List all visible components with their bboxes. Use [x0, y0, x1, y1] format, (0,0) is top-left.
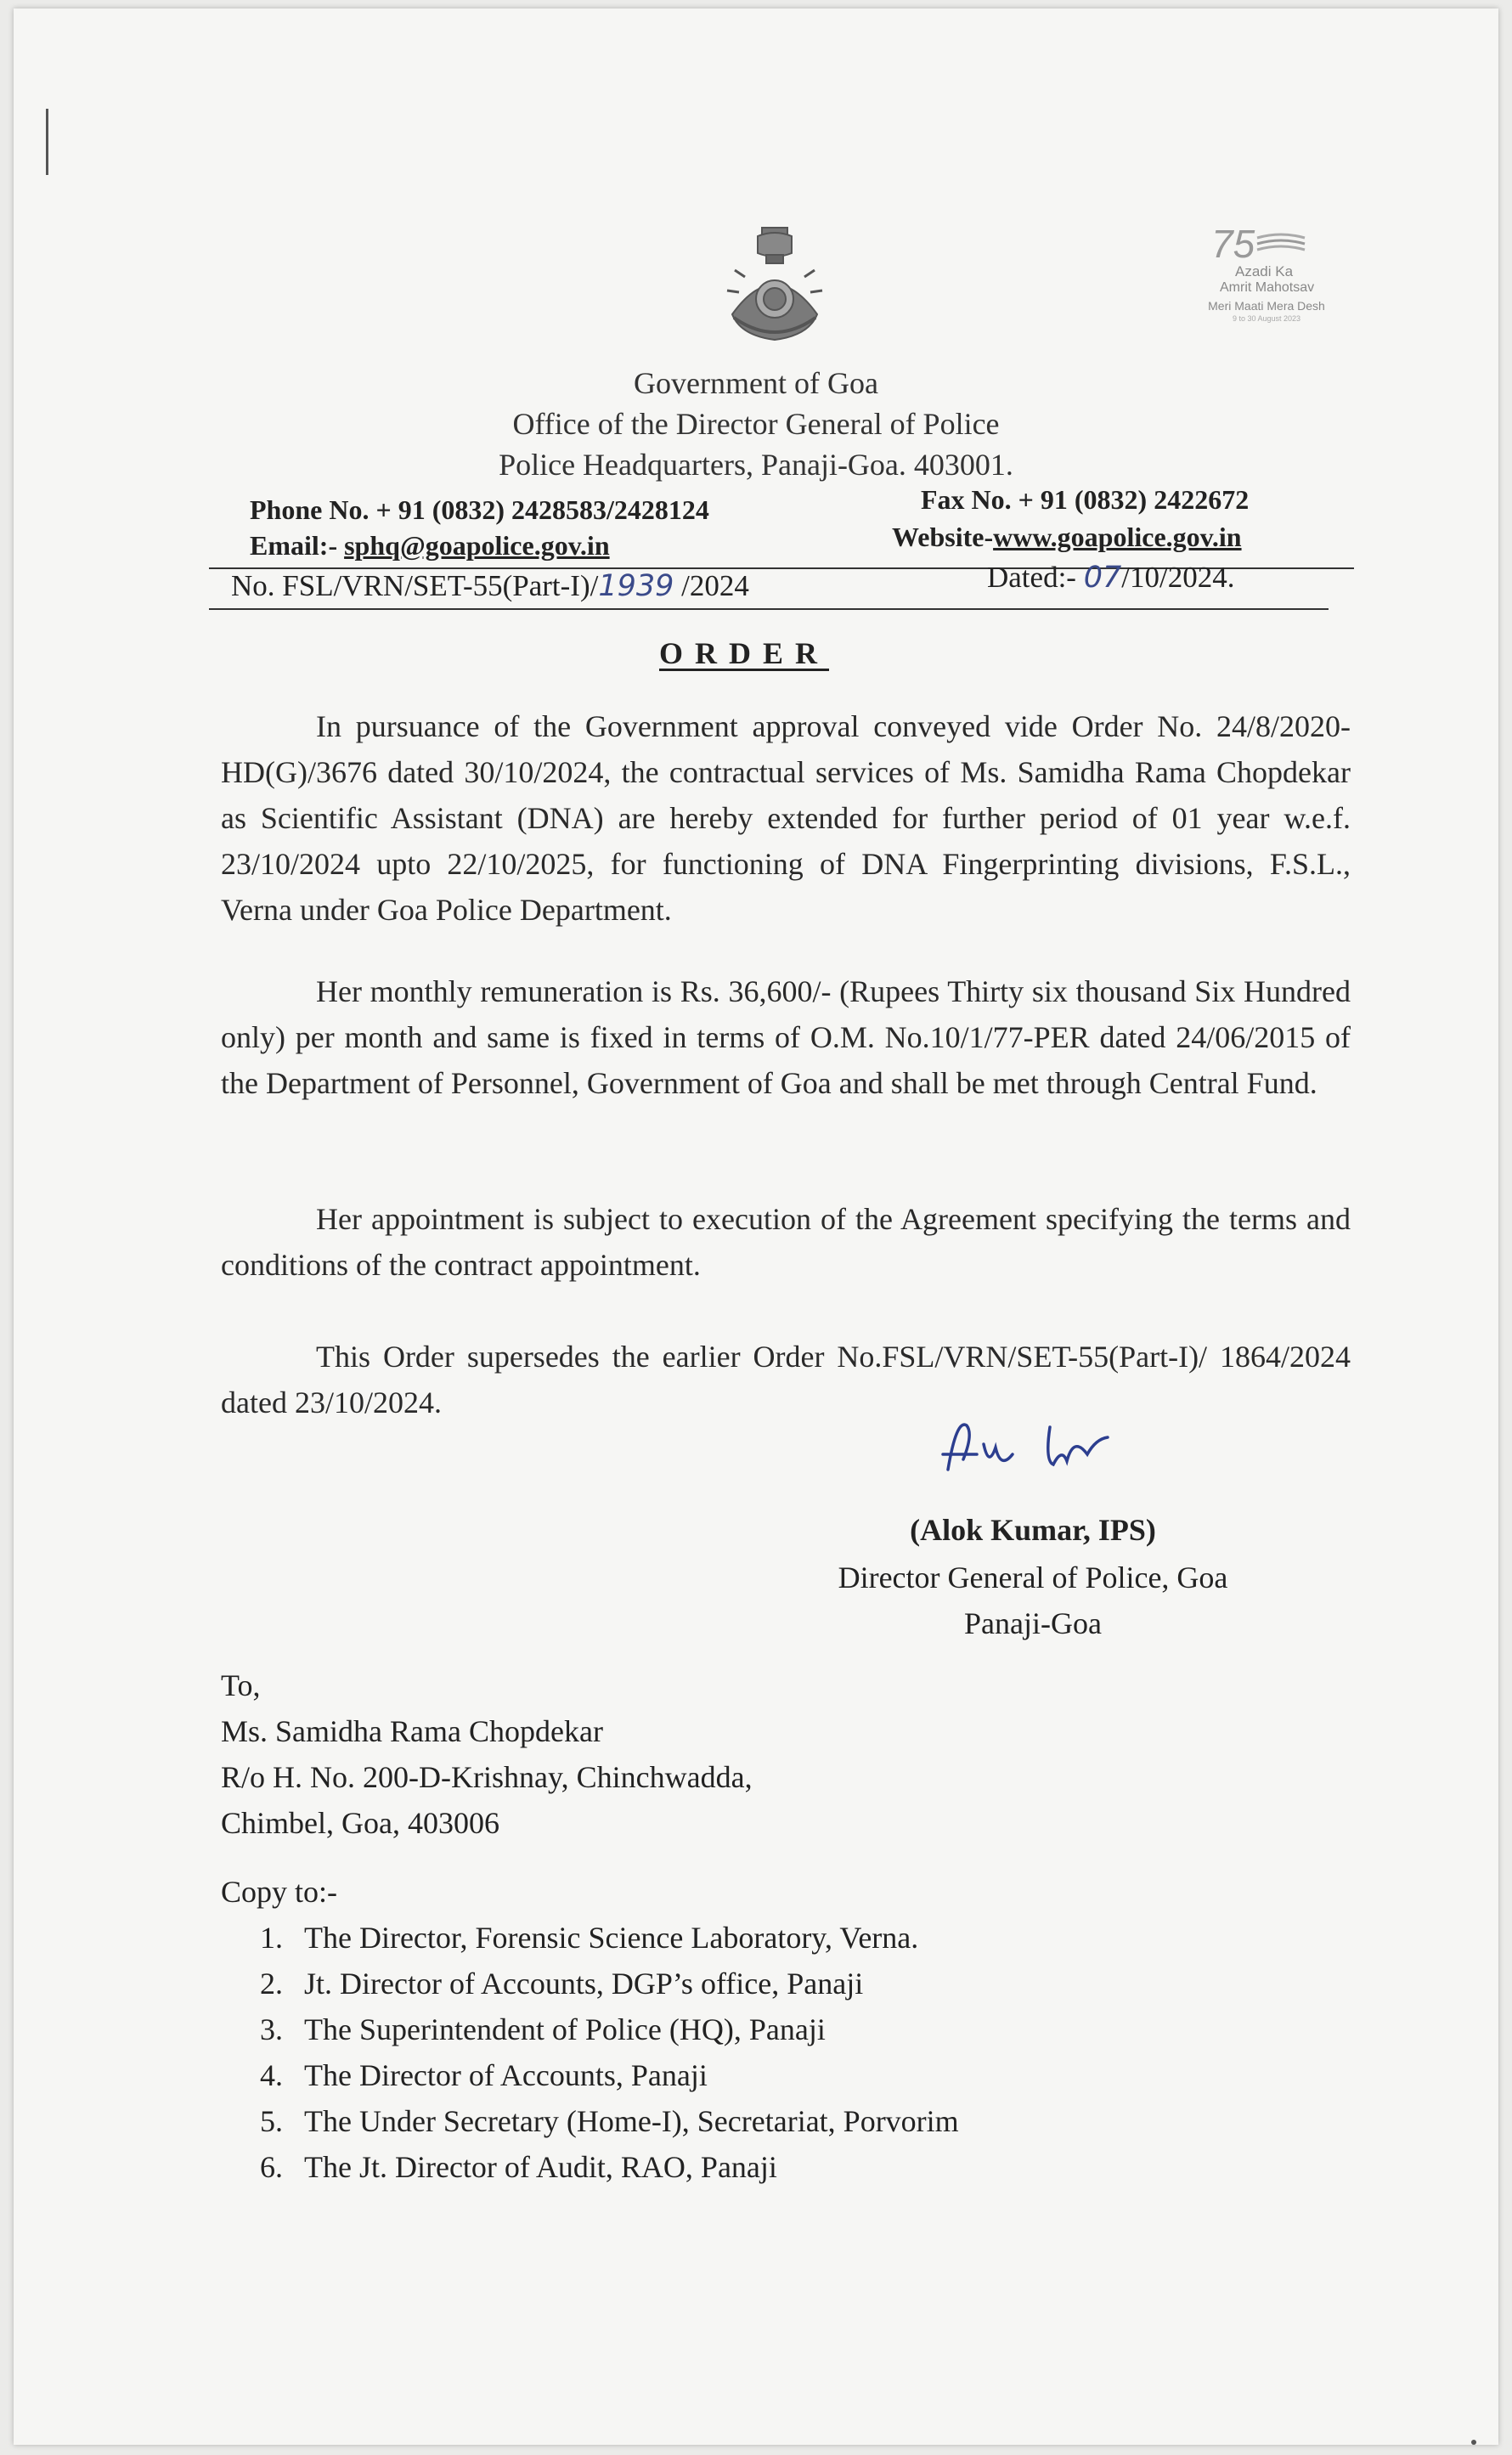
copy-to-item	[260, 1915, 959, 1961]
signatory-name: (Alok Kumar, IPS)	[910, 1513, 1156, 1547]
copy-to-heading: Copy to:-	[221, 1875, 338, 1909]
paragraph-4	[221, 1334, 1351, 1425]
copy-to-item-text: Jt. Director of Accounts, DGP’s office, Panaji	[304, 1967, 864, 2001]
signatory-place: Panaji-Goa	[964, 1606, 1102, 1640]
phone-number: Phone No. + 91 (0832) 2428583/2428124	[250, 494, 709, 525]
signatory-designation: Director General of Police, Goa	[838, 1560, 1228, 1594]
paragraph-2	[221, 968, 1351, 1106]
reference-handwritten-number: 1939	[598, 569, 674, 603]
date-label: Dated:-	[987, 561, 1084, 594]
paragraph-4-text: This Order supersedes the earlier Order No.FSL/VRN/SET-55(Part-I)/ 1864/2024 dated 23/10/2024.	[221, 1340, 1351, 1419]
logo-75-text: 75	[1211, 222, 1255, 266]
date-month: /10	[1121, 561, 1159, 594]
order-title: ORDER	[659, 636, 830, 670]
copy-to-item-text: The Under Secretary (Home-I), Secretariat, Porvorim	[304, 2104, 959, 2138]
email-label: Email:-	[250, 530, 345, 561]
copy-to-item-number: 5.	[260, 2104, 283, 2138]
copy-to-item-text: The Director, Forensic Science Laboratory, Verna.	[304, 1921, 919, 1955]
copy-to-item	[260, 2098, 959, 2144]
reference-number	[231, 569, 749, 603]
header-office: Office of the Director General of Police	[512, 407, 1000, 441]
document-page	[14, 8, 1498, 2445]
website-label: Website-	[892, 522, 994, 552]
date-handwritten-day: 07	[1083, 561, 1122, 595]
email-line	[250, 530, 610, 562]
scan-dot	[1471, 2440, 1476, 2445]
copy-to-item-number: 3.	[260, 2012, 283, 2046]
copy-to-item-number: 2.	[260, 1967, 283, 2001]
date-year: /2024.	[1159, 561, 1235, 594]
addressee-name: Ms. Samidha Rama Chopdekar	[221, 1714, 603, 1748]
header-government: Government of Goa	[634, 366, 878, 400]
copy-to-item-text: The Superintendent of Police (HQ), Panaji	[304, 2012, 826, 2046]
website-link[interactable]: www.goapolice.gov.in	[993, 522, 1242, 552]
website-line	[892, 522, 1242, 553]
copy-to-item	[260, 1961, 959, 2006]
email-link[interactable]: sphq@goapolice.gov.in	[344, 530, 610, 561]
copy-to-item-number: 6.	[260, 2150, 283, 2184]
copy-to-item-text: The Jt. Director of Audit, RAO, Panaji	[304, 2150, 777, 2184]
copy-to-item	[260, 2006, 959, 2052]
copy-to-item-text: The Director of Accounts, Panaji	[304, 2058, 708, 2092]
addressee-line-1: R/o H. No. 200-D-Krishnay, Chinchwadda,	[221, 1760, 753, 1794]
addressee-line-2: Chimbel, Goa, 403006	[221, 1806, 499, 1840]
paragraph-1	[221, 703, 1351, 933]
logo-text-2: Amrit Mahotsav	[1220, 280, 1315, 295]
copy-to-item-number: 4.	[260, 2058, 283, 2092]
copy-to-item	[260, 2052, 959, 2098]
paragraph-3-text: Her appointment is subject to execution of the Agreement specifying the terms and conditions of the contract appointment.	[221, 1202, 1351, 1282]
reference-date	[987, 561, 1234, 595]
fax-number: Fax No. + 91 (0832) 2422672	[921, 484, 1250, 515]
goa-police-emblem-icon	[715, 221, 834, 348]
paragraph-3	[221, 1196, 1351, 1288]
logo-text-3: Meri Maati Mera Desh	[1208, 299, 1325, 313]
logo-text-4: 9 to 30 August 2023	[1232, 314, 1301, 323]
flag-stripes-icon	[1255, 233, 1306, 255]
signature-icon	[931, 1410, 1152, 1487]
scan-mark	[46, 109, 48, 175]
copy-to-item	[260, 2144, 959, 2190]
paragraph-2-text: Her monthly remuneration is Rs. 36,600/- (Rupees Thirty six thousand Six Hundred only) per month and same is fixed in terms of O.M. No.10/1/77-PER dated 24/06/2015 of the Department of Personnel, Government of Goa and shall be met through Central Fund.	[221, 974, 1351, 1100]
addressee-to: To,	[221, 1668, 261, 1702]
logo-text-1: Azadi Ka	[1235, 263, 1294, 279]
header-rule-bottom	[209, 608, 1329, 610]
copy-to-list	[260, 1915, 959, 2190]
paragraph-1-text: In pursuance of the Government approval conveyed vide Order No. 24/8/2020-HD(G)/3676 dated 30/10/2024, the contractual services of Ms. Samidha Rama Chopdekar as Scientific Assistant (DNA) are hereby extended for further period of 01 year w.e.f. 23/10/2024 upto 22/10/2025, for functioning of DNA Fingerprinting divisions, F.S.L., Verna under Goa Police Department.	[221, 709, 1351, 927]
copy-to-item-number: 1.	[260, 1921, 283, 1955]
azadi-ka-amrit-mahotsav-logo	[1186, 221, 1347, 331]
header-address: Police Headquarters, Panaji-Goa. 403001.	[499, 448, 1013, 482]
reference-prefix: No. FSL/VRN/SET-55(Part-I)/	[231, 569, 599, 602]
reference-year: /2024	[674, 569, 749, 602]
